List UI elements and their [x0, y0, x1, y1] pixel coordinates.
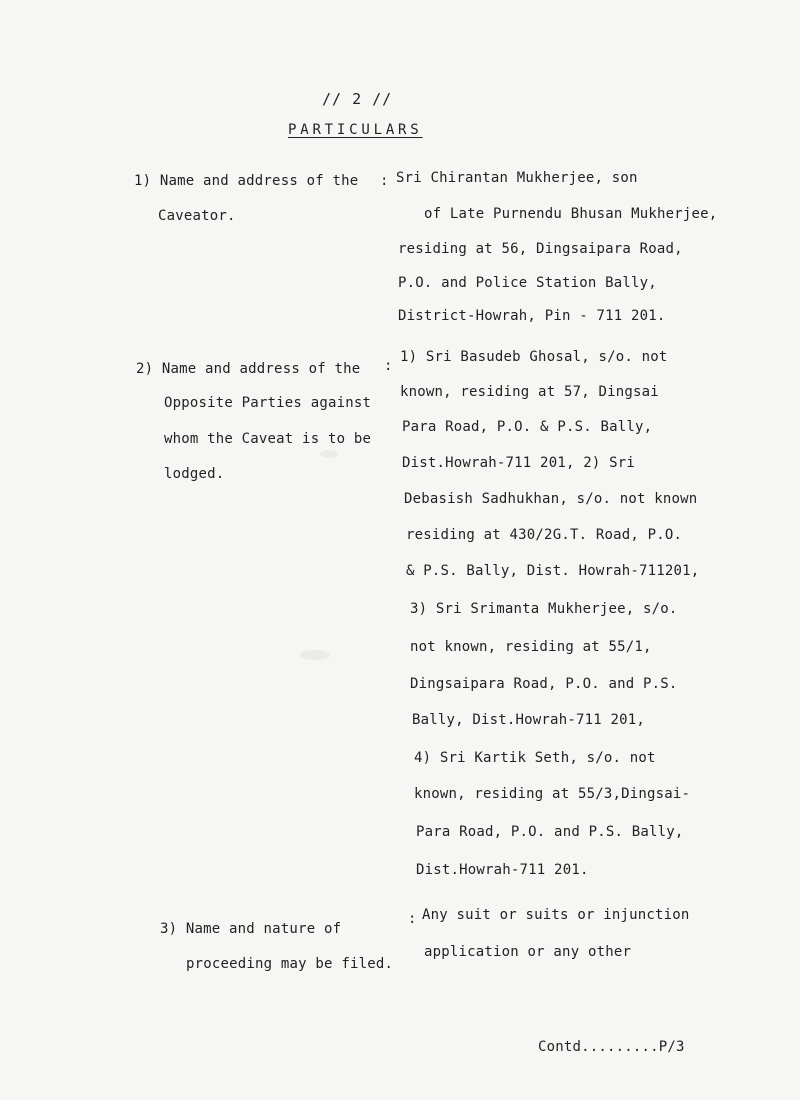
item1-value-line2: of Late Purnendu Bhusan Mukherjee, [424, 206, 718, 222]
page-title: PARTICULARS [288, 122, 423, 138]
item2-label-line1: 2) Name and address of the [136, 361, 361, 377]
item2-value-line14: Para Road, P.O. and P.S. Bally, [416, 824, 684, 840]
item1-label-line2: Caveator. [158, 208, 236, 224]
item2-value-line12: 4) Sri Kartik Seth, s/o. not [414, 750, 656, 766]
item2-value-line2: known, residing at 57, Dingsai [400, 384, 659, 400]
item2-label-line2: Opposite Parties against [164, 395, 372, 411]
item3-separator: : [408, 911, 417, 927]
item1-value-line4: P.O. and Police Station Bally, [398, 275, 657, 291]
item3-label-line2: proceeding may be filed. [186, 956, 394, 972]
item2-value-line3: Para Road, P.O. & P.S. Bally, [402, 419, 653, 435]
item2-label-line3: whom the Caveat is to be [164, 431, 372, 447]
item2-separator: : [384, 358, 393, 374]
scan-smudge [300, 650, 330, 660]
item2-value-line7: & P.S. Bally, Dist. Howrah-711201, [406, 563, 700, 579]
item2-value-line11: Bally, Dist.Howrah-711 201, [412, 712, 645, 728]
item3-value-line2: application or any other [424, 944, 632, 960]
item1-value-line1: Sri Chirantan Mukherjee, son [396, 170, 638, 186]
item2-value-line10: Dingsaipara Road, P.O. and P.S. [410, 676, 678, 692]
item2-value-line15: Dist.Howrah-711 201. [416, 862, 589, 878]
page-number-marker: // 2 // [322, 90, 393, 108]
item2-value-line1: 1) Sri Basudeb Ghosal, s/o. not [400, 349, 668, 365]
item2-value-line6: residing at 430/2G.T. Road, P.O. [406, 527, 683, 543]
item1-value-line5: District-Howrah, Pin - 711 201. [398, 308, 666, 324]
item1-label-line1: 1) Name and address of the [134, 173, 359, 189]
item2-value-line5: Debasish Sadhukhan, s/o. not known [404, 491, 698, 507]
item2-value-line9: not known, residing at 55/1, [410, 639, 652, 655]
item3-value-line1: Any suit or suits or injunction [422, 907, 690, 923]
item2-value-line13: known, residing at 55/3,Dingsai- [414, 786, 691, 802]
item1-separator: : [380, 173, 389, 189]
item2-label-line4: lodged. [164, 466, 225, 482]
item1-value-line3: residing at 56, Dingsaipara Road, [398, 241, 683, 257]
item2-value-line8: 3) Sri Srimanta Mukherjee, s/o. [410, 601, 678, 617]
item2-value-line4: Dist.Howrah-711 201, 2) Sri [402, 455, 635, 471]
continued-footer: Contd.........P/3 [538, 1039, 685, 1055]
item3-label-line1: 3) Name and nature of [160, 921, 342, 937]
scan-smudge [320, 450, 338, 458]
